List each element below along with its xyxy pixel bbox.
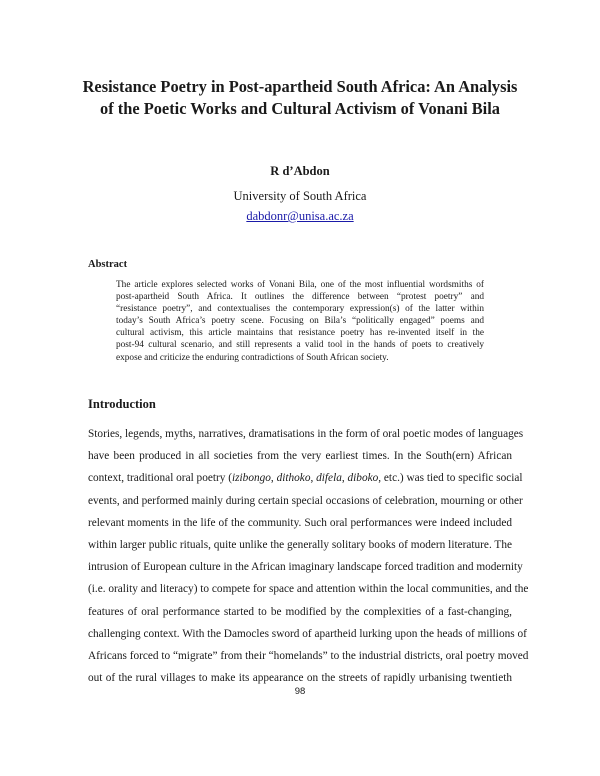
abstract-line: post-apartheid South Africa. It outlines the difference between “protest poetry” and xyxy=(116,292,484,303)
intro-line: within larger public rituals, quite unlike the generally solitary books of modern literature. The xyxy=(88,539,512,552)
introduction-body xyxy=(88,423,529,689)
author-affiliation: University of South Africa xyxy=(233,189,367,203)
abstract-line: expose and criticize the enduring contradictions of South African society. xyxy=(116,352,389,363)
abstract-line: post-94 cultural scenario, and still represents a valid tool in the hands of poets to creatively xyxy=(116,340,484,351)
intro-line: challenging context. With the Damocles sword of apartheid lurking upon the heads of millions of xyxy=(88,627,527,640)
intro-line: Stories, legends, myths, narratives, dramatisations in the form of oral poetic modes of languages xyxy=(88,428,524,440)
page-number: 98 xyxy=(294,686,306,697)
abstract-heading: Abstract xyxy=(88,259,128,270)
intro-line: features of oral performance started to be modified by the complexities of a fast-changing, xyxy=(88,605,512,618)
article-title xyxy=(60,76,540,120)
author-name: R d’Abdon xyxy=(270,164,330,178)
abstract-line: The article explores selected works of Vonani Bila, one of the most influential wordsmiths of xyxy=(116,280,484,290)
intro-line: intrusion of European culture in the African imaginary landscape forced tradition and modernity xyxy=(88,561,523,574)
intro-line: Africans forced to “migrate” from their “homelands” to the industrial districts, oral poetry moved xyxy=(88,650,529,663)
term-izibongo: izibongo xyxy=(232,472,271,485)
article-title-line-1: Resistance Poetry in Post-apartheid South Africa: An Analysis xyxy=(82,77,518,96)
intro-line: have been produced in all societies from the very earliest times. In the South(ern) African xyxy=(88,450,512,463)
article-title-line-2: of the Poetic Works and Cultural Activism of Vonani Bila xyxy=(100,99,500,118)
intro-line: events, and performed mainly during certain special occasions of celebration, mourning or other xyxy=(88,494,523,507)
intro-line: (i.e. orality and literacy) to compete for space and attention within the local communities, and the xyxy=(88,583,529,596)
introduction-heading: Introduction xyxy=(88,397,156,411)
intro-line: relevant moments in the life of the community. Such oral performances were indeed included xyxy=(88,516,512,529)
abstract-line: “resistance poetry”, and contextualises the contemporary expression(s) of the latter within xyxy=(116,304,484,315)
abstract-line: today’s South Africa’s poetry scene. Focusing on Bila’s “politically engaged” poems and xyxy=(116,316,484,327)
intro-line: out of the rural villages to make its appearance on the streets of rapidly urbanising twentieth xyxy=(88,672,512,685)
term-dithoko: dithoko xyxy=(276,472,311,485)
author-email xyxy=(0,209,600,224)
term-diboko: diboko xyxy=(347,472,379,485)
abstract-line: cultural activism, this article maintains that resistance poetry has re-invented itself in the xyxy=(116,328,484,339)
author-email-link[interactable]: dabdonr@unisa.ac.za xyxy=(246,209,354,223)
abstract-body xyxy=(116,279,484,364)
term-difela: difela xyxy=(316,472,342,485)
intro-line: context, traditional oral poetry (izibongo, dithoko, difela, diboko, etc.) was tied to specific social xyxy=(88,472,523,485)
